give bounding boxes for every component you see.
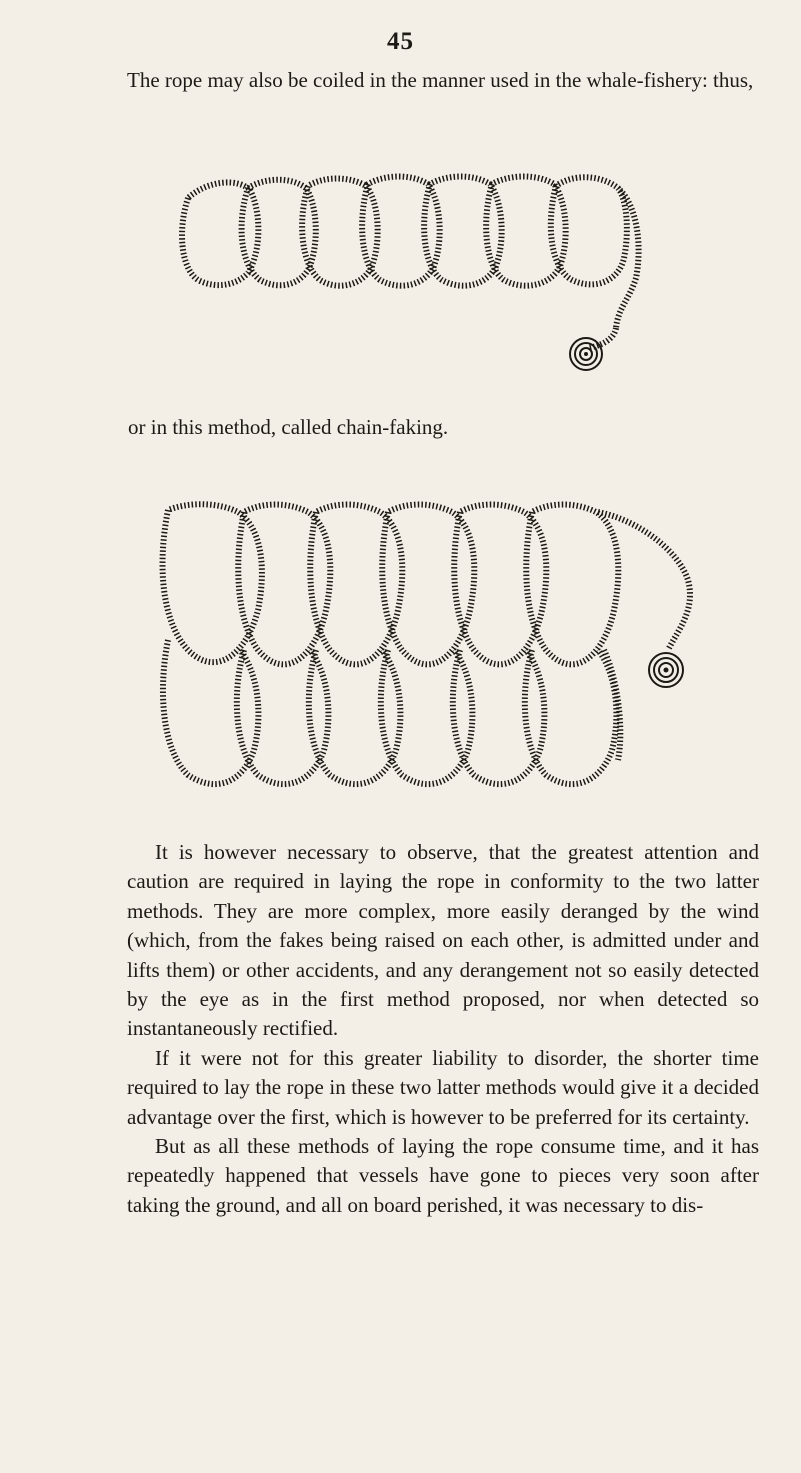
- page-number: 45: [387, 28, 414, 55]
- body-text: [127, 838, 759, 1220]
- paragraph-time: But as all these methods of laying the rope consume time, and it has repeatedly happened that vessels have gone to pieces very soon after taking the ground, and all on board perished, it was necessary to dis-: [127, 1134, 759, 1217]
- chain-rope-end-coil: [649, 653, 683, 687]
- whale-fishery-coil-illustration: [168, 168, 668, 383]
- chain-faking-illustration: [148, 500, 703, 795]
- coil-loops: [182, 177, 639, 349]
- chain-faking-lower-loops: [163, 640, 620, 784]
- chain-faking-caption: or in this method, called chain-faking.: [128, 415, 449, 439]
- rope-end-coil: [570, 338, 602, 370]
- paragraph-caution: It is however necessary to observe, that the greatest attention and caution are required in laying the rope in conformity to the two latter methods. They are more complex, more easily deranged by the wind (which, from the fakes being raised on each other, is admitted under and lifts them) or other accidents, and any derangement not so easily detected by the eye as in the first method proposed, nor when detected so instantaneously rectified.: [127, 840, 759, 1041]
- paragraph-liability: If it were not for this greater liability to disorder, the shorter time required to lay the rope in these two latter methods would give it a decided advantage over the first, which is however to be preferred for its certainty.: [127, 1045, 759, 1129]
- chain-faking-upper-loops: [163, 504, 690, 664]
- intro-text: The rope may also be coiled in the manner used in the whale-fishery: thus,: [127, 68, 754, 92]
